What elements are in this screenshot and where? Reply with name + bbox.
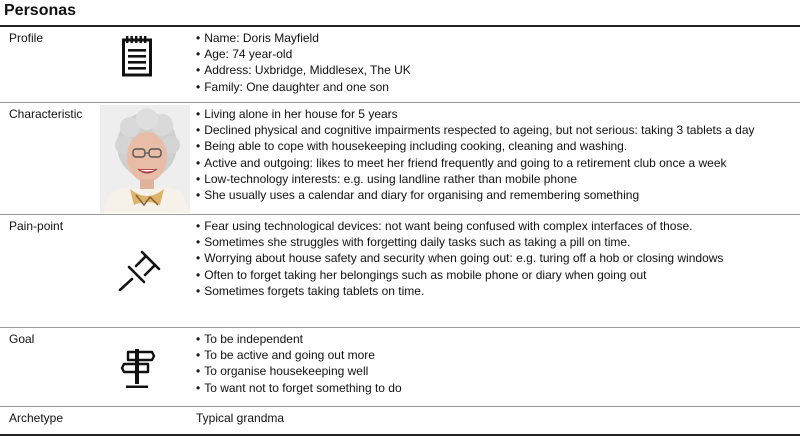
- row-label: Archetype: [9, 411, 64, 425]
- row-label: Pain-point: [9, 219, 64, 233]
- list-item: • Often to forget taking her belongings such as mobile phone or diary when going out: [196, 267, 723, 283]
- profile-list: [196, 30, 411, 95]
- persona-row-profile: [0, 27, 800, 103]
- pain-point-list: [196, 218, 723, 299]
- list-item: • Living alone in her house for 5 years: [196, 106, 755, 122]
- list-item: • Family: One daughter and one son: [196, 79, 411, 95]
- notepad-icon: [121, 35, 153, 77]
- row-label: Goal: [9, 332, 35, 346]
- pushpin-icon: [118, 249, 162, 291]
- portrait-image: [100, 105, 190, 213]
- list-item: • Declined physical and cognitive impairments respected to ageing, but not serious: taking 3 tablets a day: [196, 122, 755, 138]
- list-item: • To be active and going out more: [196, 347, 402, 363]
- list-item: • Age: 74 year-old: [196, 46, 411, 62]
- persona-row-characteristic: [0, 103, 800, 215]
- list-item: • To want not to forget something to do: [196, 380, 402, 396]
- persona-row-goal: [0, 328, 800, 407]
- goal-list: [196, 331, 402, 396]
- list-item: • To organise housekeeping well: [196, 363, 402, 379]
- list-item: • Address: Uxbridge, Middlesex, The UK: [196, 62, 411, 78]
- characteristic-list: [196, 106, 755, 203]
- row-label: Characteristic: [9, 107, 83, 121]
- list-item: • Sometimes forgets taking tablets on time.: [196, 283, 723, 299]
- list-item: • Active and outgoing: likes to meet her friend frequently and going to a retirement club once a week: [196, 155, 755, 171]
- signpost-icon: [120, 346, 156, 388]
- persona-row-pain-point: [0, 215, 800, 328]
- list-item: • Being able to cope with housekeeping including cooking, cleaning and washing.: [196, 138, 755, 154]
- row-label: Profile: [9, 31, 44, 45]
- page-title: Personas: [4, 2, 77, 19]
- list-item: • Low-technology interests: e.g. using landline rather than mobile phone: [196, 171, 755, 187]
- persona-row-archetype: [0, 407, 800, 436]
- list-item: • To be independent: [196, 331, 402, 347]
- list-item: • Sometimes she struggles with forgetting daily tasks such as taking a pill on time.: [196, 234, 723, 250]
- list-item: • Fear using technological devices: not want being confused with complex interfaces of those.: [196, 218, 723, 234]
- list-item: • Name: Doris Mayfield: [196, 30, 411, 46]
- archetype-value: Typical grandma: [196, 411, 285, 425]
- list-item: • She usually uses a calendar and diary for organising and remembering something: [196, 187, 755, 203]
- list-item: • Worrying about house safety and security when going out: e.g. turing off a hob or closing windows: [196, 250, 723, 266]
